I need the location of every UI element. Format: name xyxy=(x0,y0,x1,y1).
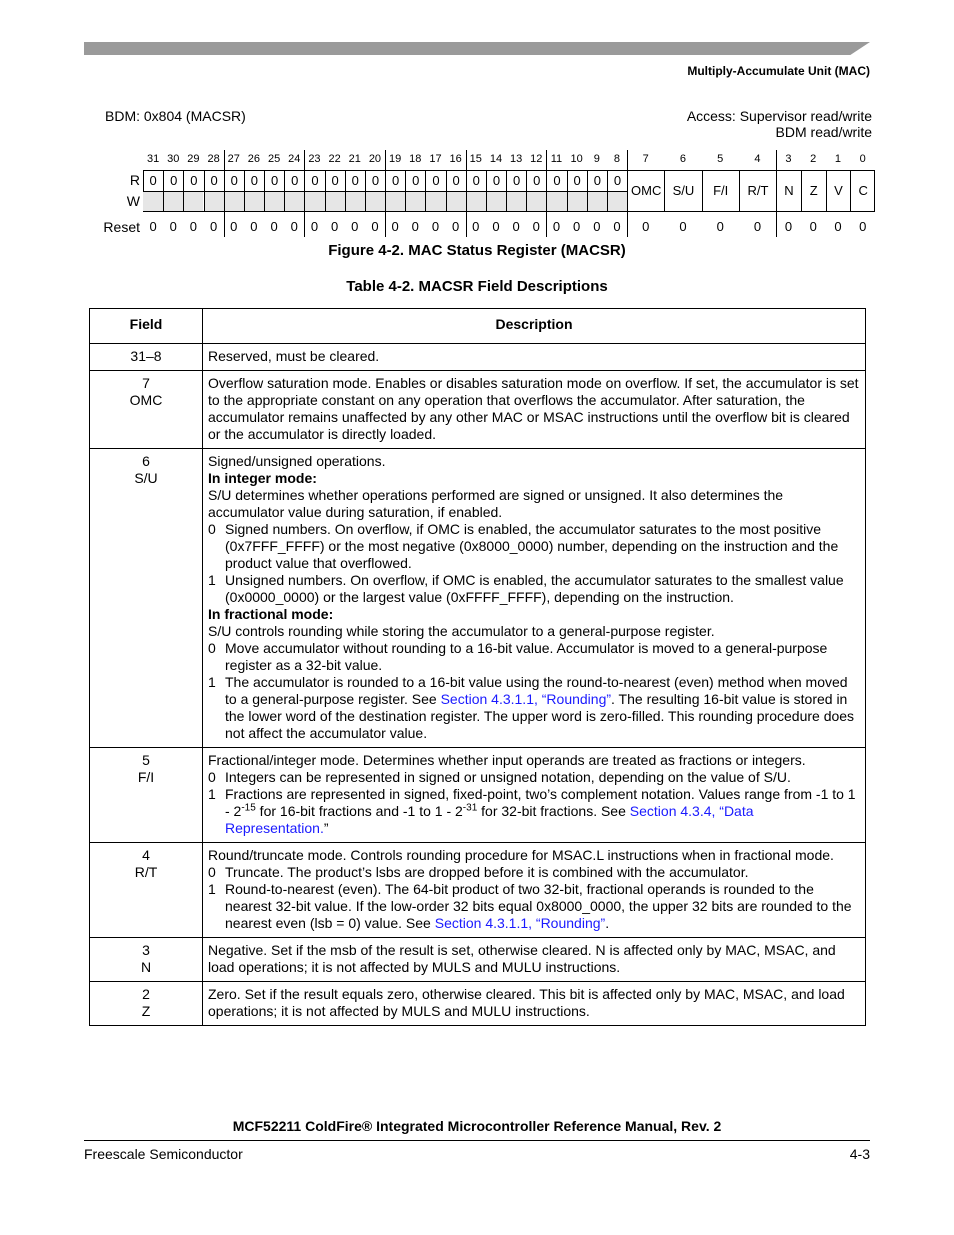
bit-reset-value: 0 xyxy=(573,219,581,234)
section-link[interactable]: Section 4.3.4, “Data Representation. xyxy=(225,803,754,836)
bit-write-cell xyxy=(486,192,506,211)
value-description: The accumulator is rounded to a 16-bit value using the round-to-nearest (even) method when moved to a general-purpose register. See xyxy=(225,674,848,707)
value-description: Fractions are represented in signed, fixed-point, two’s complement notation. Values range from -1 to 1 - 2 xyxy=(225,786,856,819)
field-bits: 7 xyxy=(142,375,150,391)
description-text: S/U determines whether operations performed are signed or unsigned. It also determines the accumulator value during saturation, if enabled. xyxy=(208,487,784,520)
bit-write-cell xyxy=(466,192,486,211)
value-item xyxy=(208,674,860,742)
bit-write-cell xyxy=(365,192,385,211)
field-su: S/U xyxy=(664,170,701,212)
bit-reset-value: 0 xyxy=(753,219,762,234)
bit-reset-value: 0 xyxy=(552,219,561,234)
value-item xyxy=(208,521,860,572)
bit-reset-value: 0 xyxy=(642,219,650,234)
bit-number: 18 xyxy=(409,153,422,165)
field-v: V xyxy=(826,170,851,212)
value-description: . The resulting 16-bit value is stored in the lower word of the destination register. The upper word is zero-filled. This rounding procedure does not affect the accumulator value. xyxy=(225,691,855,741)
register-diagram xyxy=(100,150,880,240)
bit-read-value: 0 xyxy=(204,170,224,191)
access-info xyxy=(687,108,872,140)
bit-reset-value: 0 xyxy=(250,219,258,234)
value-description: for 16-bit fractions and -1 to 1 - 2 xyxy=(255,803,463,819)
field-cell xyxy=(90,371,203,449)
value-item xyxy=(208,640,860,674)
field-c: C xyxy=(850,170,875,212)
bit-number: 5 xyxy=(717,153,724,165)
exponent: -15 xyxy=(241,802,256,814)
bit-number: 8 xyxy=(613,153,621,165)
bit-reset-value: 0 xyxy=(834,219,842,234)
bit-read-value: 0 xyxy=(149,173,157,188)
value-number: 0 xyxy=(208,640,216,656)
bit-read-value: 0 xyxy=(345,170,365,191)
description-cell xyxy=(203,982,866,1026)
row-label-reset: Reset xyxy=(103,219,140,235)
bit-write-cell xyxy=(446,192,466,211)
value-text xyxy=(225,881,860,932)
bit-read-value: 0 xyxy=(365,170,385,191)
bit-read-value: 0 xyxy=(385,170,405,191)
bit-number: 20 xyxy=(368,153,382,165)
bit-number: 28 xyxy=(207,153,220,165)
header-bar xyxy=(84,42,870,55)
value-text xyxy=(225,674,860,742)
table-row xyxy=(90,449,866,748)
exponent: -31 xyxy=(462,802,478,814)
description-text: S/U controls rounding while storing the accumulator to a general-purpose register. xyxy=(208,623,715,639)
bit-write-cell xyxy=(224,192,244,211)
bit-reset-value: 0 xyxy=(593,219,601,234)
bit-number: 2 xyxy=(810,153,817,165)
bit-number: 30 xyxy=(167,153,180,165)
bit-reset-value: 0 xyxy=(679,219,687,234)
bit-number: 4 xyxy=(754,153,761,165)
bit-number: 7 xyxy=(642,153,649,165)
value-number: 0 xyxy=(208,769,216,785)
footer-title: MCF52211 ColdFire® Integrated Microcontroller Reference Manual, Rev. 2 xyxy=(232,1118,722,1134)
bit-reset-value: 0 xyxy=(431,219,440,234)
description-text: Overflow saturation mode. Enables or disables saturation mode on overflow. If set, the accumulator is set to the appropriate constant on any operation that overflows the accumulator. After saturation, the accumulator remains unaffected by any other MAC or MSAC instructions until the overflow bit is cleared or the accumulator is directly loaded. xyxy=(208,375,859,442)
field-descriptions-table xyxy=(89,308,866,1026)
bit-read-value: 0 xyxy=(446,170,466,191)
bit-reset-value: 0 xyxy=(189,219,198,234)
bit-number: 26 xyxy=(247,153,261,165)
table-row xyxy=(90,748,866,843)
section-link[interactable]: Section 4.3.1.1, “Rounding” xyxy=(434,915,606,931)
bit-number: 21 xyxy=(348,153,361,165)
bit-read-value: 0 xyxy=(244,170,264,191)
bit-read-value: 0 xyxy=(607,170,627,191)
description-cell xyxy=(203,344,866,371)
bit-reset-value: 0 xyxy=(391,219,399,234)
description-text: Round/truncate mode. Controls rounding procedure for MSAC.L instructions when in fractional mode. xyxy=(208,847,834,863)
bit-reset-value: 0 xyxy=(613,219,621,234)
value-description: Signed numbers. On overflow, if OMC is enabled, the accumulator saturates to the most positive (0x7FFF_FFFF) or the most negative (0x8000_0000) number, depending on the instruction and the product value that overflowed. xyxy=(225,521,839,571)
field-name: N xyxy=(140,959,152,975)
description-cell xyxy=(203,449,866,748)
value-description: for 32-bit fractions. See xyxy=(477,803,630,819)
value-description: ” xyxy=(323,820,329,836)
value-number: 1 xyxy=(208,674,216,690)
value-text xyxy=(225,521,860,572)
bit-write-cell xyxy=(607,192,627,211)
bit-write-cell xyxy=(284,192,304,211)
field-bits: 5 xyxy=(142,752,150,768)
bit-number: 12 xyxy=(530,153,543,165)
bit-number: 27 xyxy=(227,153,240,165)
row-label-r: R xyxy=(129,172,140,188)
access-line-1: Access: Supervisor read/write xyxy=(686,108,872,124)
bit-read-value: 0 xyxy=(526,170,546,191)
row-label-w: W xyxy=(126,193,140,209)
field-name: OMC xyxy=(129,392,163,408)
value-item xyxy=(208,786,860,837)
nibble-divider xyxy=(546,150,547,237)
bit-write-cell xyxy=(304,192,324,211)
bit-reset-value: 0 xyxy=(859,219,867,234)
bit-reset-value: 0 xyxy=(472,219,480,234)
bit-reset-value: 0 xyxy=(492,219,500,234)
table-row xyxy=(90,344,866,371)
description-subheading: In integer mode: xyxy=(208,470,317,486)
bit-read-value: 0 xyxy=(183,170,203,191)
bit-number: 15 xyxy=(469,153,482,165)
description-text: Zero. Set if the result equals zero, otherwise cleared. This bit is affected only by MAC, MSAC, and load operations; it is not affected by MULS and MULU instructions. xyxy=(208,986,845,1019)
bit-write-cell xyxy=(546,192,566,211)
bit-reset-value: 0 xyxy=(169,219,177,234)
value-number: 0 xyxy=(208,521,216,537)
header-description: Description xyxy=(203,309,866,344)
access-line-2: BDM read/write xyxy=(775,124,872,140)
section-link[interactable]: Section 4.3.1.1, “Rounding” xyxy=(440,691,612,707)
field-bits: 6 xyxy=(142,453,150,469)
field-name: Z xyxy=(141,1003,151,1019)
value-text xyxy=(225,864,748,881)
table-row xyxy=(90,982,866,1026)
bit-number: 1 xyxy=(834,153,842,165)
bit-write-cell xyxy=(244,192,264,211)
description-text: Signed/unsigned operations. xyxy=(208,453,386,469)
bit-number: 16 xyxy=(449,153,462,165)
bit-number: 19 xyxy=(388,153,402,165)
bit-reset-value: 0 xyxy=(809,219,817,234)
field-n: N xyxy=(776,170,801,212)
bit-number: 11 xyxy=(550,153,563,165)
bit-number: 25 xyxy=(267,153,281,165)
description-cell xyxy=(203,938,866,982)
field-cell xyxy=(90,982,203,1026)
description-subheading: In fractional mode: xyxy=(208,606,334,622)
field-cell xyxy=(90,938,203,982)
description-cell xyxy=(203,371,866,449)
bit-read-value: 0 xyxy=(506,170,526,191)
bit-reset-value: 0 xyxy=(209,219,218,234)
bit-read-value: 0 xyxy=(466,170,486,191)
bit-number: 22 xyxy=(328,153,341,165)
field-cell xyxy=(90,843,203,938)
bit-reset-value: 0 xyxy=(532,219,540,234)
bit-reset-value: 0 xyxy=(330,219,339,234)
bit-write-cell xyxy=(183,192,203,211)
bit-number: 0 xyxy=(859,153,866,165)
bit-reset-value: 0 xyxy=(351,219,359,234)
description-cell xyxy=(203,748,866,843)
table-row xyxy=(90,938,866,982)
bit-read-value: 0 xyxy=(224,170,244,191)
bit-write-cell xyxy=(143,192,163,211)
value-description: Unsigned numbers. On overflow, if OMC is enabled, the accumulator saturates to the smallest value (0x0000_0000) or the largest value (0xFFFF_FFFF), depending on the instruction. xyxy=(225,572,844,605)
nibble-divider xyxy=(776,150,777,237)
bit-read-value: 0 xyxy=(304,170,324,191)
footer-rule xyxy=(84,1140,870,1141)
page-number: 4-3 xyxy=(849,1146,870,1162)
field-cell xyxy=(90,449,203,748)
nibble-divider xyxy=(466,150,467,237)
value-number: 1 xyxy=(208,881,216,897)
bit-read-value: 0 xyxy=(546,170,566,191)
field-rt: R/T xyxy=(739,170,776,212)
nibble-divider xyxy=(224,150,225,237)
value-number: 1 xyxy=(208,572,216,588)
bit-write-cell xyxy=(264,192,284,211)
bit-number: 14 xyxy=(489,153,503,165)
value-description: . xyxy=(605,915,610,931)
value-number: 0 xyxy=(208,864,216,880)
bit-write-cell xyxy=(163,192,183,211)
value-text xyxy=(225,786,860,837)
bit-write-cell xyxy=(385,192,405,211)
bit-number: 29 xyxy=(187,153,200,165)
table-row xyxy=(90,371,866,449)
bit-number: 6 xyxy=(679,153,687,165)
nibble-divider xyxy=(304,150,305,237)
bit-write-cell xyxy=(506,192,526,211)
bit-read-value: 0 xyxy=(284,170,304,191)
field-bits: 4 xyxy=(142,847,150,863)
field-bits: 31–8 xyxy=(130,348,162,364)
bit-reset-value: 0 xyxy=(230,219,238,234)
bit-read-value: 0 xyxy=(486,170,506,191)
bit-reset-value: 0 xyxy=(371,219,379,234)
value-description: Integers can be represented in signed or unsigned notation, depending on the value of S/U. xyxy=(225,769,791,785)
value-text xyxy=(225,640,860,674)
bit-write-cell xyxy=(405,192,425,211)
description-cell xyxy=(203,843,866,938)
bit-write-cell xyxy=(425,192,445,211)
bit-number: 13 xyxy=(510,153,523,165)
bit-number: 23 xyxy=(308,153,321,165)
value-description: Round-to-nearest (even). The 64-bit product of two 32-bit, fractional operands is rounded to the nearest 32-bit value. If the low-order 32 bits equal 0x8000_0000, the upper 32 bits are rounded to the nearest even (lsb = 0) value. See xyxy=(225,881,852,931)
bit-number: 9 xyxy=(593,153,600,165)
table-caption: Table 4-2. MACSR Field Descriptions xyxy=(346,278,608,295)
bit-read-value: 0 xyxy=(567,170,587,191)
field-name: R/T xyxy=(134,864,158,880)
bit-read-value: 0 xyxy=(264,170,284,191)
value-item xyxy=(208,572,860,606)
table-row xyxy=(90,843,866,938)
bit-number: 31 xyxy=(146,153,160,165)
bit-write-cell xyxy=(204,192,224,211)
nibble-divider xyxy=(385,150,386,237)
description-text: Negative. Set if the msb of the result is set, otherwise cleared. N is affected only by MAC, MSAC, and load operations; it is not affected by MULS and MULU instructions. xyxy=(208,942,836,975)
bit-number: 24 xyxy=(288,153,301,165)
bit-number: 3 xyxy=(785,153,792,165)
bit-reset-value: 0 xyxy=(149,219,157,234)
bit-reset-value: 0 xyxy=(310,219,319,234)
value-description: Move accumulator without rounding to a 16-bit value. Accumulator is moved to a general-purpose register as a 32-bit value. xyxy=(225,640,828,673)
field-fi: F/I xyxy=(702,170,739,212)
field-name: S/U xyxy=(134,470,158,486)
field-cell xyxy=(90,344,203,371)
header-field: Field xyxy=(90,309,203,344)
field-name: F/I xyxy=(137,769,155,785)
value-item xyxy=(208,881,860,932)
field-bits: 2 xyxy=(142,986,150,1002)
bit-reset-value: 0 xyxy=(411,219,419,234)
bit-read-value: 0 xyxy=(587,170,607,191)
value-text xyxy=(225,572,860,606)
description-text: Reserved, must be cleared. xyxy=(208,348,380,364)
bit-read-value: 0 xyxy=(425,170,445,191)
field-z: Z xyxy=(801,170,826,212)
bit-read-value: 0 xyxy=(325,170,345,191)
bit-number: 17 xyxy=(429,153,442,165)
field-cell xyxy=(90,748,203,843)
value-item xyxy=(208,769,860,786)
nibble-divider xyxy=(627,150,628,237)
bdm-address: BDM: 0x804 (MACSR) xyxy=(105,108,246,124)
bit-reset-value: 0 xyxy=(784,219,793,234)
bit-reset-value: 0 xyxy=(716,219,724,234)
bit-write-cell xyxy=(587,192,607,211)
field-bits: 3 xyxy=(142,942,150,958)
bit-number: 10 xyxy=(570,153,583,165)
value-number: 1 xyxy=(208,786,216,802)
bit-reset-value: 0 xyxy=(270,219,278,234)
bit-write-cell xyxy=(345,192,365,211)
description-text: Fractional/integer mode. Determines whether input operands are treated as fractions or integers. xyxy=(208,752,806,768)
value-text xyxy=(225,769,791,786)
bit-write-cell xyxy=(526,192,546,211)
footer-company: Freescale Semiconductor xyxy=(84,1146,243,1162)
bit-write-cell xyxy=(325,192,345,211)
bit-reset-value: 0 xyxy=(452,219,460,234)
value-description: Truncate. The product’s lsbs are dropped before it is combined with the accumulator. xyxy=(225,864,749,880)
bit-reset-value: 0 xyxy=(290,219,298,234)
bit-read-value: 0 xyxy=(405,170,425,191)
bit-read-value: 0 xyxy=(163,170,183,191)
bit-write-cell xyxy=(567,192,587,211)
field-omc: OMC xyxy=(627,170,664,212)
bit-reset-value: 0 xyxy=(512,219,520,234)
running-title: Multiply-Accumulate Unit (MAC) xyxy=(687,64,870,78)
figure-caption: Figure 4-2. MAC Status Register (MACSR) xyxy=(328,242,626,259)
value-item xyxy=(208,864,860,881)
